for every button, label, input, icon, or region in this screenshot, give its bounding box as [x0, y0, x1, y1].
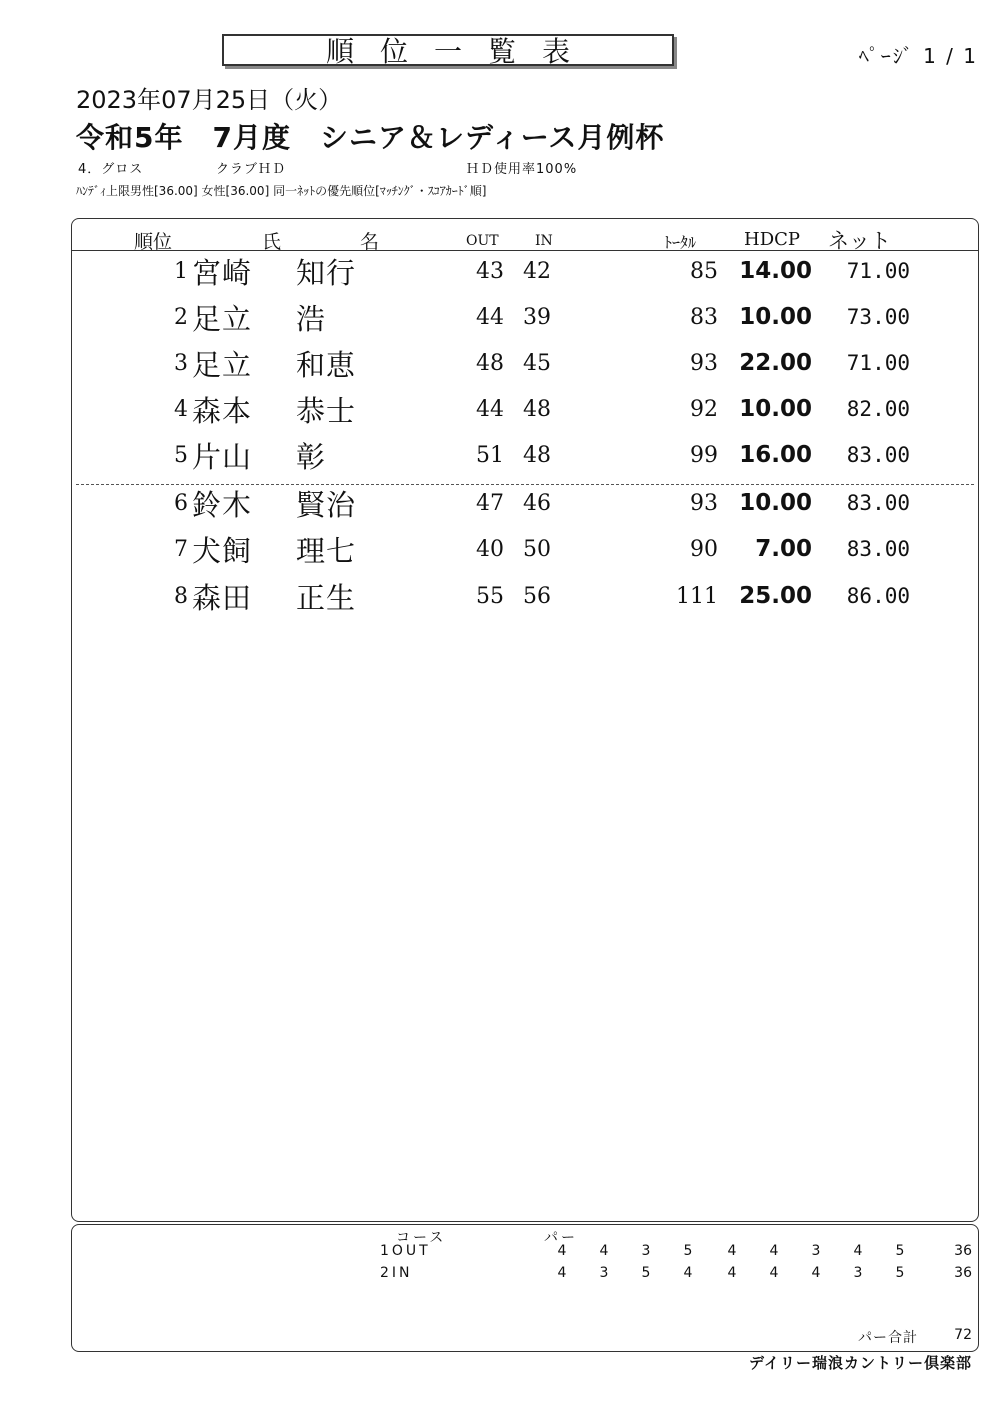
hole-par: 4	[557, 1243, 567, 1259]
given-name-cell: 正生	[296, 581, 357, 615]
column-header-name-1: 氏	[262, 231, 282, 253]
event-name: 令和5年 7月度 シニア＆レディース月例杯	[76, 121, 665, 154]
total-score-cell: 93	[690, 351, 718, 376]
hdcp-cell: 10.00	[739, 304, 812, 330]
hole-par: 4	[727, 1265, 737, 1281]
hdcp-cell: 7.00	[755, 536, 812, 562]
out-score-cell: 47	[476, 491, 504, 516]
surname-cell: 片山	[192, 440, 253, 474]
given-name-cell: 恭士	[296, 394, 357, 428]
given-name-cell: 浩	[296, 302, 327, 336]
handicap-type: クラブＨＤ	[216, 162, 287, 177]
rank-cell: 2	[174, 305, 188, 330]
hdcp-cell: 10.00	[739, 490, 812, 516]
net-score-cell: 71.00	[846, 351, 910, 375]
in-score-cell: 39	[523, 305, 551, 330]
out-score-cell: 44	[476, 305, 504, 330]
hole-par: 3	[641, 1243, 651, 1259]
column-header-out: OUT	[466, 233, 499, 249]
in-score-cell: 50	[523, 537, 551, 562]
net-score-cell: 83.00	[846, 491, 910, 515]
given-name-cell: 理七	[296, 534, 357, 568]
hdcp-cell: 14.00	[739, 258, 812, 284]
hole-par: 5	[895, 1243, 905, 1259]
surname-cell: 鈴木	[192, 488, 253, 522]
club-name: デイリー瑞浪カントリー倶楽部	[749, 1354, 972, 1372]
course-par-panel	[71, 1224, 979, 1352]
hole-par: 3	[599, 1265, 609, 1281]
table-row	[72, 387, 978, 433]
net-score-cell: 82.00	[846, 397, 910, 421]
hole-par: 4	[853, 1243, 863, 1259]
table-row	[72, 574, 978, 620]
scoring-method: 4．グロス	[78, 162, 144, 177]
surname-cell: 犬飼	[192, 534, 253, 568]
course-name: 1OUT	[380, 1243, 431, 1259]
column-header-rank: 順位	[134, 231, 173, 253]
surname-cell: 森本	[192, 394, 253, 428]
hole-par: 4	[769, 1243, 779, 1259]
given-name-cell: 彰	[296, 440, 327, 474]
table-row	[72, 527, 978, 573]
hole-par: 4	[727, 1243, 737, 1259]
par-total-value: 72	[954, 1327, 972, 1343]
handicap-usage-rate: ＨＤ使用率100%	[466, 162, 578, 177]
table-row	[72, 481, 978, 527]
table-row	[72, 249, 978, 295]
net-score-cell: 73.00	[846, 305, 910, 329]
in-score-cell: 56	[523, 584, 551, 609]
dashed-divider	[76, 484, 974, 485]
course-par-total: 36	[954, 1265, 972, 1281]
surname-cell: 宮崎	[192, 256, 253, 290]
hole-par: 3	[811, 1243, 821, 1259]
rank-cell: 5	[174, 443, 188, 468]
column-header-total: ﾄｰﾀﾙ	[664, 233, 697, 252]
out-score-cell: 40	[476, 537, 504, 562]
in-score-cell: 46	[523, 491, 551, 516]
course-label: コース	[396, 1230, 447, 1246]
out-score-cell: 55	[476, 584, 504, 609]
in-score-cell: 48	[523, 443, 551, 468]
hdcp-cell: 22.00	[739, 350, 812, 376]
column-header-name-2: 名	[360, 231, 380, 253]
event-date: 2023年07月25日（火）	[76, 86, 343, 114]
par-total-label: パー合計	[858, 1330, 918, 1346]
total-score-cell: 92	[690, 397, 718, 422]
given-name-cell: 賢治	[296, 488, 357, 522]
rank-cell: 8	[174, 584, 188, 609]
results-table	[71, 218, 979, 1222]
hole-par: 4	[811, 1265, 821, 1281]
in-score-cell: 42	[523, 259, 551, 284]
hdcp-cell: 16.00	[739, 442, 812, 468]
rank-cell: 3	[174, 351, 188, 376]
in-score-cell: 48	[523, 397, 551, 422]
surname-cell: 足立	[192, 302, 253, 336]
column-header-net: ネット	[828, 229, 891, 253]
table-row	[72, 295, 978, 341]
rank-cell: 4	[174, 397, 188, 422]
course-name: 2IN	[380, 1265, 413, 1281]
table-row	[72, 341, 978, 387]
net-score-cell: 86.00	[846, 584, 910, 608]
handicap-conditions: ﾊﾝﾃﾞｨ上限男性[36.00] 女性[36.00] 同一ﾈｯﾄの優先順位[ﾏｯﾁﾝｸﾞ・ｽｺｱｶｰﾄﾞ順]	[76, 184, 487, 198]
rank-cell: 6	[174, 491, 188, 516]
surname-cell: 森田	[192, 581, 253, 615]
par-label: パー	[544, 1230, 578, 1246]
total-score-cell: 111	[676, 584, 718, 609]
out-score-cell: 43	[476, 259, 504, 284]
total-score-cell: 90	[690, 537, 718, 562]
course-par-total: 36	[954, 1243, 972, 1259]
total-score-cell: 85	[690, 259, 718, 284]
hole-par: 4	[557, 1265, 567, 1281]
total-score-cell: 83	[690, 305, 718, 330]
column-header-hdcp: HDCP	[744, 229, 801, 250]
total-score-cell: 99	[690, 443, 718, 468]
out-score-cell: 48	[476, 351, 504, 376]
hdcp-cell: 25.00	[739, 583, 812, 609]
hole-par: 5	[895, 1265, 905, 1281]
out-score-cell: 44	[476, 397, 504, 422]
given-name-cell: 知行	[296, 256, 357, 290]
hole-par: 5	[683, 1243, 693, 1259]
rank-cell: 1	[174, 259, 188, 284]
net-score-cell: 83.00	[846, 537, 910, 561]
net-score-cell: 83.00	[846, 443, 910, 467]
surname-cell: 足立	[192, 348, 253, 382]
in-score-cell: 45	[523, 351, 551, 376]
given-name-cell: 和恵	[296, 348, 357, 382]
rank-cell: 7	[174, 537, 188, 562]
column-header-in: IN	[535, 233, 553, 249]
net-score-cell: 71.00	[846, 259, 910, 283]
out-score-cell: 51	[476, 443, 504, 468]
page-title: 順位一覧表	[222, 34, 674, 66]
hole-par: 3	[853, 1265, 863, 1281]
hole-par: 4	[683, 1265, 693, 1281]
hole-par: 4	[769, 1265, 779, 1281]
total-score-cell: 93	[690, 491, 718, 516]
table-row	[72, 433, 978, 479]
page-indicator: ﾍﾟｰｼﾞ 1 / 1	[858, 44, 978, 68]
hdcp-cell: 10.00	[739, 396, 812, 422]
hole-par: 5	[641, 1265, 651, 1281]
hole-par: 4	[599, 1243, 609, 1259]
